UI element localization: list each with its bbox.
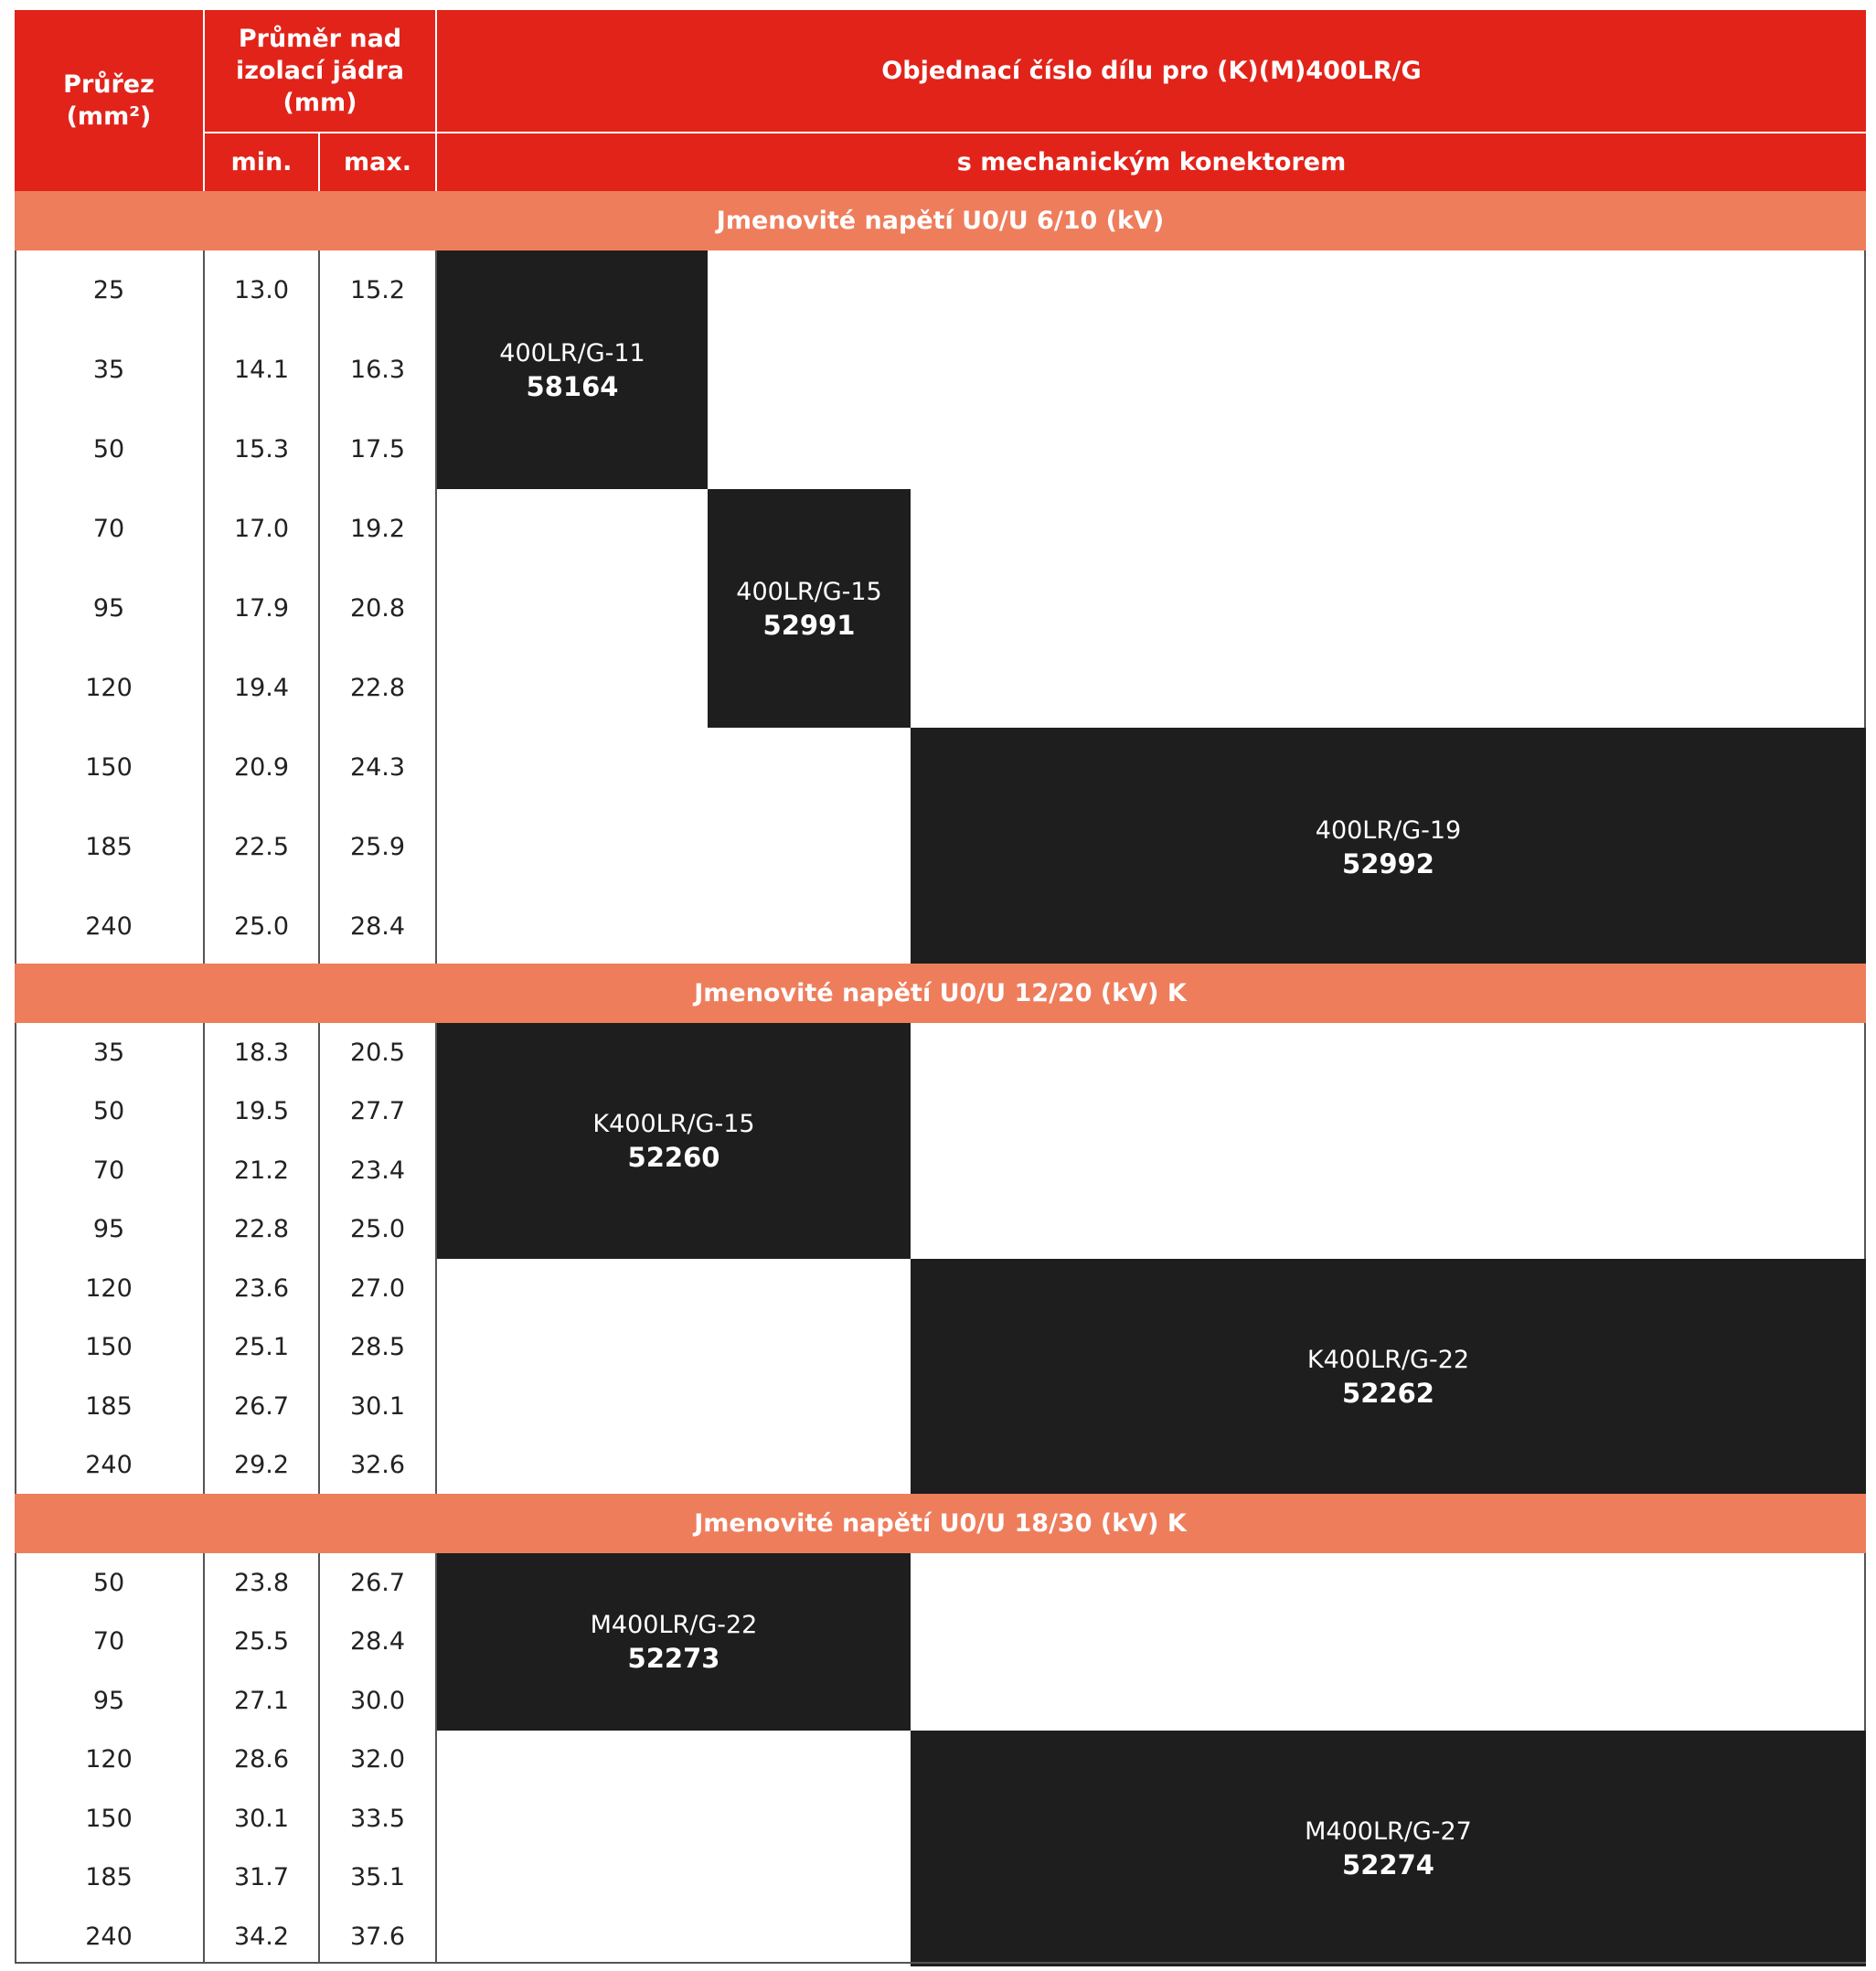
cross-section-cell: 185 <box>85 833 133 861</box>
max-diameter-cell: 30.1 <box>349 1391 406 1421</box>
min-diameter-cell: 22.5 <box>233 833 290 861</box>
min-diameter-cell: 19.5 <box>233 1097 290 1126</box>
cross-section-cell: 240 <box>85 1922 133 1951</box>
cross-section-cell: 50 <box>92 1097 125 1126</box>
max-diameter-cell: 33.5 <box>349 1804 406 1833</box>
cross-section-cell: 150 <box>85 1804 133 1833</box>
part-block <box>911 728 1866 966</box>
cross-section-cell: 120 <box>85 1273 133 1303</box>
max-diameter-cell: 22.8 <box>349 674 406 702</box>
cross-section-cell: 240 <box>85 912 133 941</box>
cross-section-cell: 120 <box>85 1745 133 1774</box>
cross-section-cell: 95 <box>92 1686 125 1715</box>
min-diameter-cell: 29.2 <box>233 1451 290 1480</box>
cross-section-cell: 70 <box>92 1627 125 1657</box>
max-diameter-cell: 28.4 <box>349 912 406 941</box>
cross-section-cell: 95 <box>92 594 125 623</box>
part-type: 400LR/G-19 <box>1315 815 1462 845</box>
table-border <box>15 1023 16 1494</box>
min-diameter-cell: 28.6 <box>233 1745 290 1774</box>
min-diameter-cell: 15.3 <box>233 435 290 463</box>
part-type: 400LR/G-15 <box>736 577 882 606</box>
min-diameter-cell: 19.4 <box>233 674 290 702</box>
column-divider <box>318 1553 320 1964</box>
header-divider <box>318 133 320 191</box>
max-diameter-cell: 25.0 <box>349 1215 406 1244</box>
max-diameter-cell: 27.0 <box>349 1273 406 1303</box>
cross-section-cell: 185 <box>85 1863 133 1892</box>
header-max: max. <box>320 133 435 191</box>
part-number: 52260 <box>627 1142 720 1173</box>
max-diameter-cell: 35.1 <box>349 1863 406 1892</box>
min-diameter-cell: 30.1 <box>233 1804 290 1833</box>
part-block <box>911 1731 1866 1966</box>
product-table <box>15 10 1866 1964</box>
part-number: 52274 <box>1342 1849 1434 1880</box>
header-connector: s mechanickým konektorem <box>437 133 1866 191</box>
min-diameter-cell: 18.3 <box>233 1038 290 1067</box>
cross-section-cell: 240 <box>85 1451 133 1480</box>
min-diameter-cell: 25.0 <box>233 912 290 941</box>
part-type: M400LR/G-22 <box>590 1611 758 1639</box>
section-band: Jmenovité napětí U0/U 6/10 (kV) <box>15 191 1866 250</box>
cross-section-cell: 70 <box>92 1156 125 1185</box>
part-type: K400LR/G-22 <box>1306 1346 1470 1374</box>
header-divider <box>435 10 437 191</box>
part-block <box>437 1553 911 1731</box>
min-diameter-cell: 17.9 <box>233 594 290 623</box>
column-divider <box>318 1023 320 1494</box>
part-type: M400LR/G-27 <box>1305 1817 1472 1846</box>
cross-section-cell: 70 <box>92 515 125 543</box>
part-type: 400LR/G-11 <box>499 338 645 368</box>
cross-section-cell: 35 <box>92 356 125 384</box>
max-diameter-cell: 17.5 <box>349 435 406 463</box>
min-diameter-cell: 17.0 <box>233 515 290 543</box>
cross-section-cell: 50 <box>92 435 125 463</box>
cross-section-cell: 150 <box>85 1333 133 1362</box>
min-diameter-cell: 26.7 <box>233 1391 290 1421</box>
part-number: 52991 <box>762 609 856 641</box>
part-block <box>437 1023 911 1259</box>
header-min: min. <box>205 133 318 191</box>
min-diameter-cell: 27.1 <box>233 1686 290 1715</box>
header-cross-section: Průřez (mm²) <box>15 10 203 191</box>
cross-section-cell: 50 <box>92 1568 125 1597</box>
section-band: Jmenovité napětí U0/U 12/20 (kV) K <box>15 964 1866 1023</box>
part-number: 52262 <box>1342 1378 1434 1409</box>
cross-section-cell: 120 <box>85 674 133 702</box>
cross-section-cell: 185 <box>85 1391 133 1421</box>
max-diameter-cell: 32.0 <box>349 1745 406 1774</box>
table-border <box>15 1553 16 1964</box>
max-diameter-cell: 25.9 <box>349 833 406 861</box>
min-diameter-cell: 23.6 <box>233 1273 290 1303</box>
max-diameter-cell: 19.2 <box>349 515 406 543</box>
cross-section-cell: 35 <box>92 1038 125 1067</box>
max-diameter-cell: 32.6 <box>349 1451 406 1480</box>
cross-section-cell: 25 <box>92 276 125 304</box>
part-block <box>911 1259 1866 1495</box>
table-border <box>15 1962 1866 1964</box>
max-diameter-cell: 15.2 <box>349 276 406 304</box>
section-band: Jmenovité napětí U0/U 18/30 (kV) K <box>15 1494 1866 1553</box>
column-divider <box>203 1023 205 1494</box>
min-diameter-cell: 22.8 <box>233 1215 290 1244</box>
cross-section-cell: 150 <box>85 753 133 782</box>
part-block <box>708 489 911 728</box>
min-diameter-cell: 31.7 <box>233 1863 290 1892</box>
min-diameter-cell: 14.1 <box>233 356 290 384</box>
max-diameter-cell: 27.7 <box>349 1097 406 1126</box>
min-diameter-cell: 13.0 <box>233 276 290 304</box>
column-divider <box>203 1553 205 1964</box>
column-divider <box>318 250 320 964</box>
table-border <box>15 250 16 964</box>
max-diameter-cell: 28.5 <box>349 1333 406 1362</box>
min-diameter-cell: 25.1 <box>233 1333 290 1362</box>
max-diameter-cell: 16.3 <box>349 356 406 384</box>
part-number: 58164 <box>526 370 619 402</box>
header-diameter: Průměr nad izolací jádra (mm) <box>205 10 435 132</box>
min-diameter-cell: 20.9 <box>233 753 290 782</box>
max-diameter-cell: 23.4 <box>349 1156 406 1185</box>
header-part-number: Objednací číslo dílu pro (K)(M)400LR/G <box>437 10 1866 132</box>
max-diameter-cell: 28.4 <box>349 1627 406 1657</box>
header-divider <box>203 132 1866 133</box>
part-number: 52273 <box>627 1643 720 1674</box>
max-diameter-cell: 20.5 <box>349 1038 406 1067</box>
min-diameter-cell: 34.2 <box>233 1922 290 1951</box>
part-number: 52992 <box>1342 847 1434 879</box>
min-diameter-cell: 21.2 <box>233 1156 290 1185</box>
min-diameter-cell: 25.5 <box>233 1627 290 1657</box>
header-divider <box>203 10 205 191</box>
max-diameter-cell: 30.0 <box>349 1686 406 1715</box>
max-diameter-cell: 24.3 <box>349 753 406 782</box>
column-divider <box>203 250 205 964</box>
part-type: K400LR/G-15 <box>592 1110 755 1138</box>
cross-section-cell: 95 <box>92 1215 125 1244</box>
min-diameter-cell: 23.8 <box>233 1568 290 1597</box>
part-block <box>437 250 708 489</box>
max-diameter-cell: 26.7 <box>349 1568 406 1597</box>
max-diameter-cell: 20.8 <box>349 594 406 623</box>
max-diameter-cell: 37.6 <box>349 1922 406 1951</box>
